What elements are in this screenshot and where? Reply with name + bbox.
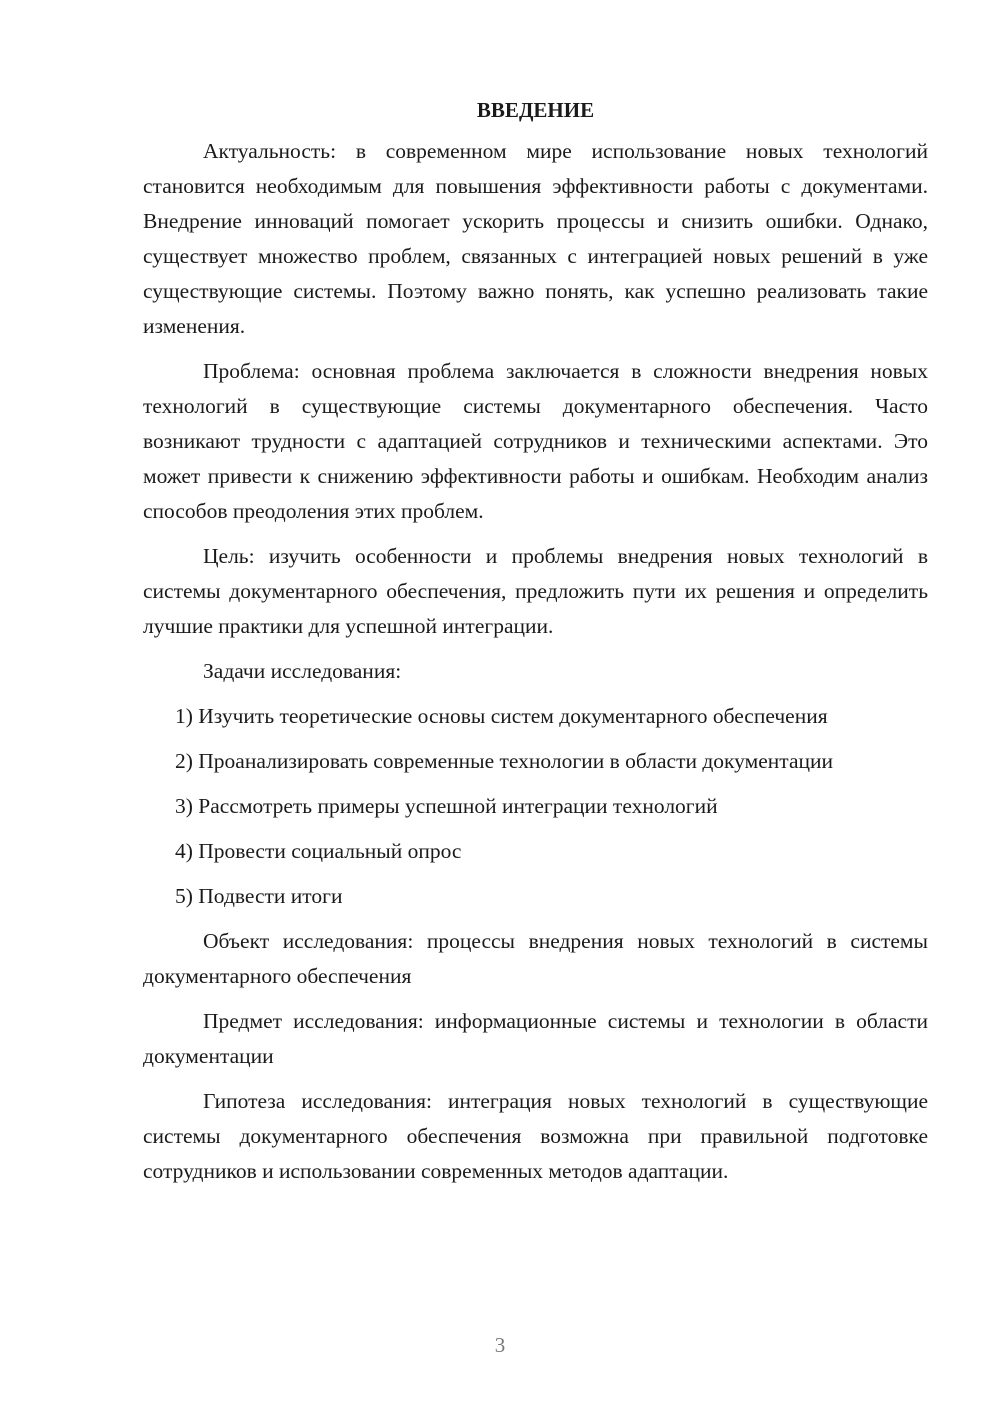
- paragraph-subject: Предмет исследования: информационные системы и технологии в области документации: [143, 1009, 928, 1068]
- paragraph-relevance: Актуальность: в современном мире использование новых технологий становится необходимым для повышения эффективности работы с документами. Внедрение инноваций помогает ускорить процессы и снизить ошибки. Однако, существует множество проблем, связанных с интеграцией новых решений в уже существующие системы. Поэтому важно понять, как успешно реализовать такие изменения.: [143, 139, 928, 338]
- task-item: 1) Изучить теоретические основы систем документарного обеспечения: [175, 704, 828, 728]
- page-number: 3: [494, 1333, 506, 1357]
- paragraph-object: Объект исследования: процессы внедрения новых технологий в системы документарного обеспечения: [143, 929, 928, 988]
- paragraph-problem: Проблема: основная проблема заключается в сложности внедрения новых технологий в существующие системы документарного обеспечения. Часто возникают трудности с адаптацией сотрудников и техническими аспектами. Это может привести к снижению эффективности работы и ошибкам. Необходим анализ способов преодоления этих проблем.: [143, 359, 928, 523]
- tasks-heading: Задачи исследования:: [203, 659, 402, 683]
- document-page: [143, 93, 928, 1199]
- paragraph-hypothesis: Гипотеза исследования: интеграция новых технологий в существующие системы документарного обеспечения возможна при правильной подготовке сотрудников и использовании современных методов адаптации.: [143, 1089, 928, 1183]
- task-item: 4) Провести социальный опрос: [175, 839, 462, 863]
- task-item: 2) Проанализировать современные технологии в области документации: [175, 749, 834, 773]
- paragraph-goal: Цель: изучить особенности и проблемы внедрения новых технологий в системы документарного обеспечения, предложить пути их решения и определить лучшие практики для успешной интеграции.: [143, 544, 928, 638]
- task-item: 5) Подвести итоги: [175, 884, 343, 908]
- document-title: ВВЕДЕНИЕ: [476, 98, 595, 122]
- task-item: 3) Рассмотреть примеры успешной интеграции технологий: [175, 794, 718, 818]
